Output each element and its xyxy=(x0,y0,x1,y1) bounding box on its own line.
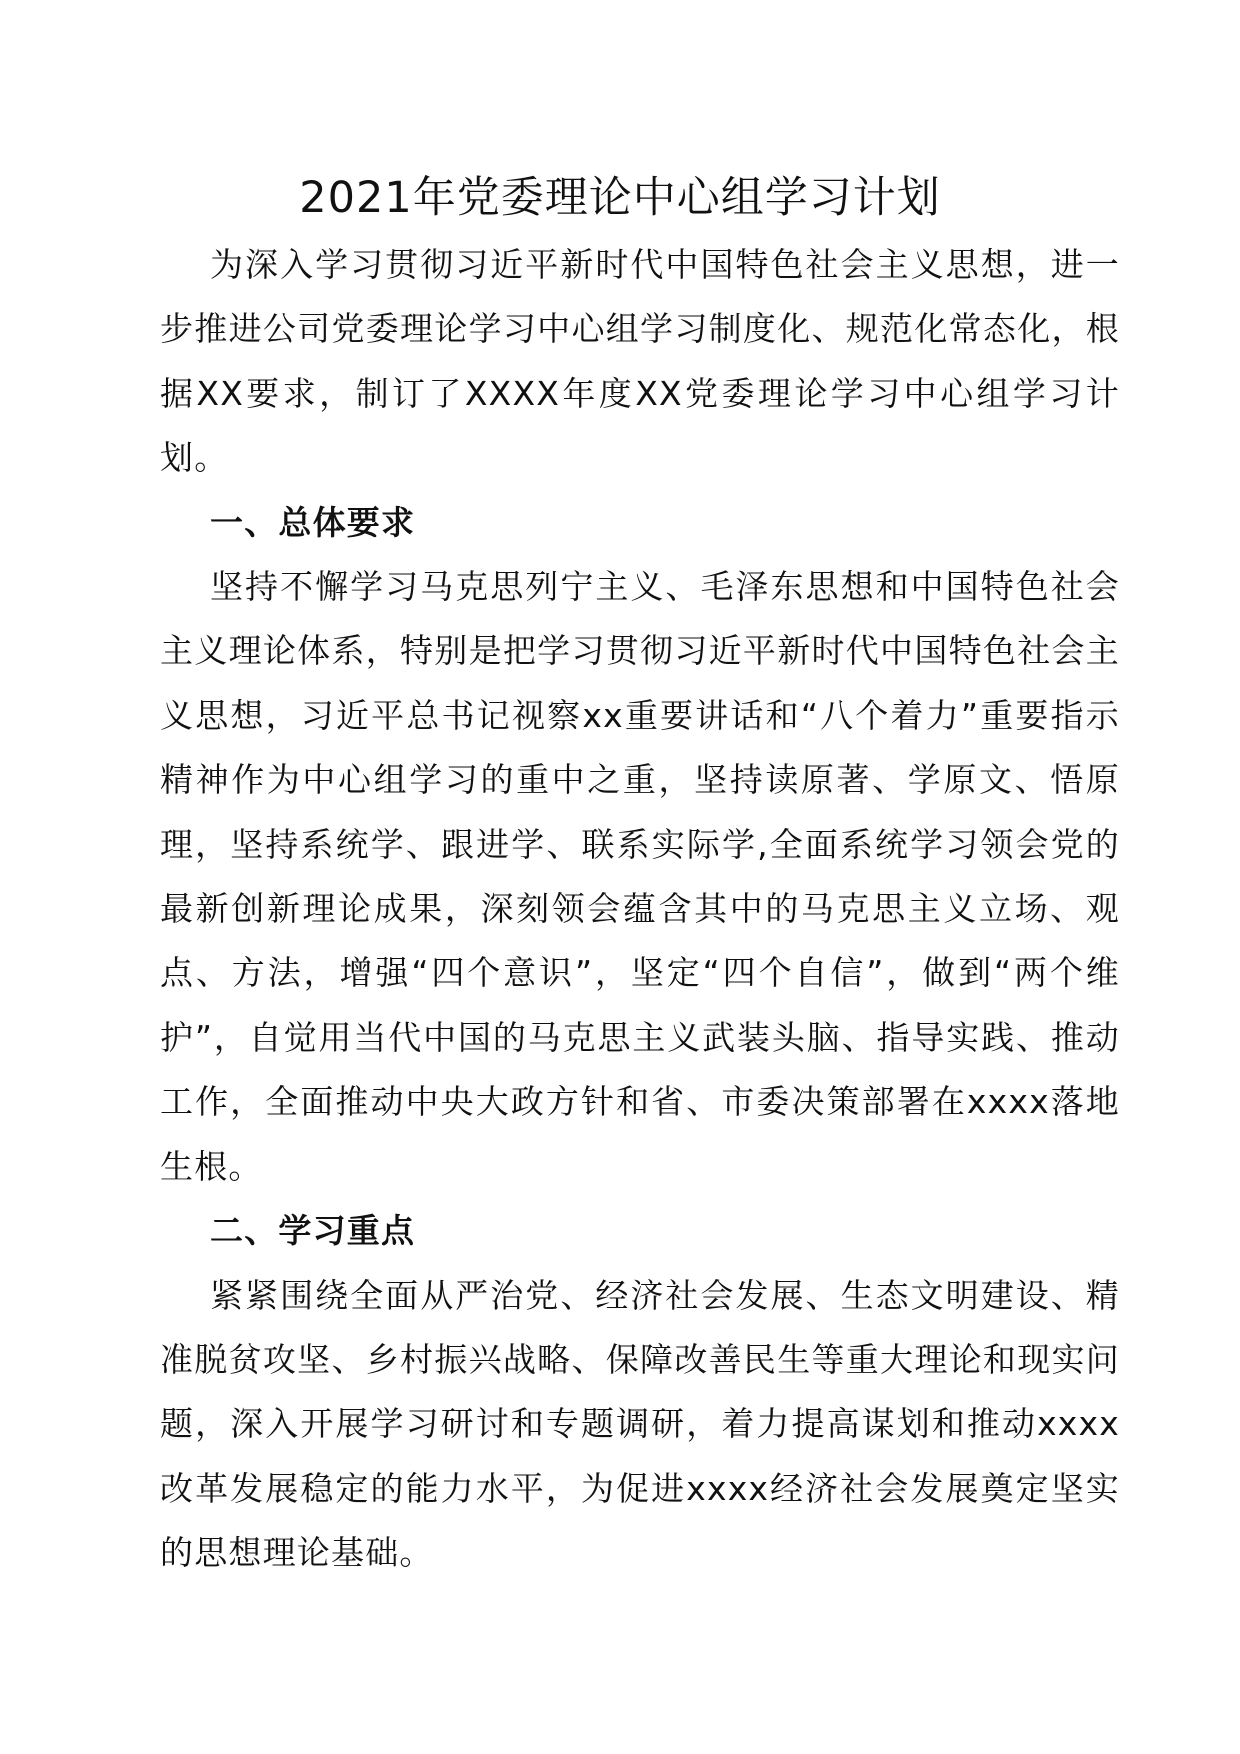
study-focus-paragraph: 紧紧围绕全面从严治党、经济社会发展、生态文明建设、精准脱贫攻坚、乡村振兴战略、保障改善民生等重大理论和现实问题，深入开展学习研讨和专题调研，着力提高谋划和推动xxxx改革发展稳定的能力水平，为促进xxxx经济社会发展奠定坚实的思想理论基础。 xyxy=(160,1275,1120,1573)
document-body xyxy=(160,233,1120,1586)
document-title: 2021年党委理论中心组学习计划 xyxy=(299,173,941,223)
intro-paragraph: 为深入学习贯彻习近平新时代中国特色社会主义思想，进一步推进公司党委理论学习中心组学习制度化、规范化常态化，根据XX要求，制订了XXXX年度XX党委理论学习中心组学习计划。 xyxy=(160,245,1120,478)
section-heading-overall-requirements: 一、总体要求 xyxy=(210,502,416,542)
overall-requirements-paragraph: 坚持不懈学习马克思列宁主义、毛泽东思想和中国特色社会主义理论体系，特别是把学习贯彻习近平新时代中国特色社会主义思想，习近平总书记视察xx重要讲话和“八个着力”重要指示精神作为中心组学习的重中之重，坚持读原著、学原文、悟原理，坚持系统学、跟进学、联系实际学,全面系统学习领会党的最新创新理论成果，深刻领会蕴含其中的马克思主义立场、观点、方法，增强“四个意识”，坚定“四个自信”，做到“两个维护”，自觉用当代中国的马克思主义武装头脑、指导实践、推动工作，全面推动中央大政方针和省、市委决策部署在xxxx落地生根。 xyxy=(160,567,1120,1186)
section-heading-study-focus: 二、学习重点 xyxy=(210,1211,416,1251)
